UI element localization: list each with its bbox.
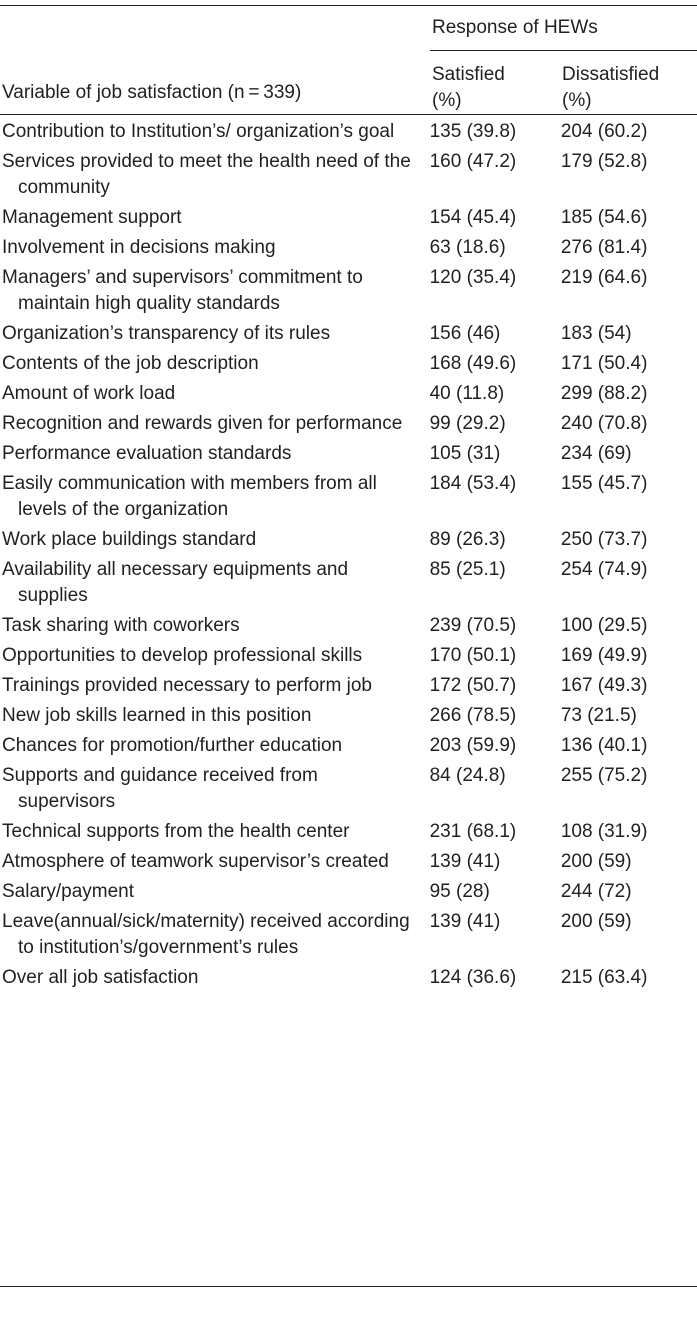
table-row (0, 441, 697, 471)
cell-variable: Task sharing with coworkers (2, 615, 240, 636)
cell-satisfied: 156 (46) (429, 323, 501, 344)
group-header-rule (430, 50, 697, 51)
group-header-response-of-hews: Response of HEWs (432, 17, 598, 38)
cell-satisfied: 170 (50.1) (429, 645, 517, 666)
table-row (0, 965, 697, 995)
cell-satisfied: 85 (25.1) (429, 559, 506, 580)
cell-satisfied: 231 (68.1) (429, 821, 517, 842)
table-body (0, 119, 697, 995)
table-row (0, 909, 697, 965)
cell-dissatisfied: 240 (70.8) (560, 413, 648, 434)
cell-dissatisfied: 250 (73.7) (560, 529, 648, 550)
cell-dissatisfied: 155 (45.7) (560, 473, 648, 494)
column-header-dissatisfied: Dissatisfied (%) (562, 64, 660, 111)
cell-satisfied: 105 (31) (429, 443, 501, 464)
cell-dissatisfied: 276 (81.4) (560, 237, 648, 258)
cell-satisfied: 154 (45.4) (429, 207, 517, 228)
table-row (0, 351, 697, 381)
cell-dissatisfied: 215 (63.4) (560, 967, 648, 988)
cell-variable: Salary/payment (2, 881, 135, 902)
cell-dissatisfied: 219 (64.6) (560, 267, 648, 288)
table-bottom-rule (0, 1286, 697, 1287)
table-row (0, 205, 697, 235)
table-row (0, 733, 697, 763)
cell-variable: Availability all necessary equipments and supplies (2, 559, 349, 606)
cell-dissatisfied: 200 (59) (560, 851, 632, 872)
cell-dissatisfied: 244 (72) (560, 881, 632, 902)
column-header-satisfied: Satisfied (%) (432, 64, 505, 111)
cell-variable: New job skills learned in this position (2, 705, 312, 726)
cell-satisfied: 84 (24.8) (429, 765, 506, 786)
cell-dissatisfied: 255 (75.2) (560, 765, 648, 786)
cell-variable: Technical supports from the health center (2, 821, 350, 842)
cell-variable: Leave(annual/sick/maternity) received according to institution’s/government’s rules (2, 911, 410, 958)
cell-satisfied: 99 (29.2) (429, 413, 506, 434)
cell-dissatisfied: 108 (31.9) (560, 821, 648, 842)
cell-satisfied: 139 (41) (429, 851, 501, 872)
cell-variable: Opportunities to develop professional skills (2, 645, 363, 666)
table-row (0, 613, 697, 643)
cell-satisfied: 160 (47.2) (429, 151, 517, 172)
table-row (0, 265, 697, 321)
cell-dissatisfied: 179 (52.8) (560, 151, 648, 172)
cell-satisfied: 89 (26.3) (429, 529, 506, 550)
table-row (0, 527, 697, 557)
cell-variable: Contribution to Institution’s/ organization’s goal (2, 121, 395, 142)
table-row (0, 879, 697, 909)
header-bottom-rule (0, 114, 697, 115)
cell-satisfied: 124 (36.6) (429, 967, 517, 988)
table-row (0, 149, 697, 205)
cell-satisfied: 120 (35.4) (429, 267, 517, 288)
cell-satisfied: 239 (70.5) (429, 615, 517, 636)
cell-satisfied: 95 (28) (429, 881, 490, 902)
table-header (0, 0, 697, 116)
table-row (0, 381, 697, 411)
cell-satisfied: 184 (53.4) (429, 473, 517, 494)
table-row (0, 235, 697, 265)
cell-dissatisfied: 171 (50.4) (560, 353, 648, 374)
table-row (0, 849, 697, 879)
cell-variable: Work place buildings standard (2, 529, 257, 550)
table-row (0, 673, 697, 703)
cell-satisfied: 40 (11.8) (429, 383, 505, 404)
table-row (0, 763, 697, 819)
cell-satisfied: 203 (59.9) (429, 735, 517, 756)
cell-dissatisfied: 167 (49.3) (560, 675, 648, 696)
table-row (0, 321, 697, 351)
cell-variable: Supports and guidance received from supervisors (2, 765, 318, 812)
cell-variable: Amount of work load (2, 383, 176, 404)
cell-variable: Trainings provided necessary to perform job (2, 675, 372, 696)
table-row (0, 703, 697, 733)
column-header-variable: Variable of job satisfaction (n = 339) (2, 82, 302, 103)
cell-variable: Atmosphere of teamwork supervisor’s created (2, 851, 389, 872)
table-row (0, 411, 697, 441)
table-row (0, 643, 697, 673)
cell-variable: Recognition and rewards given for performance (2, 413, 403, 434)
cell-variable: Organization’s transparency of its rules (2, 323, 331, 344)
cell-variable: Management support (2, 207, 182, 228)
cell-variable: Chances for promotion/further education (2, 735, 343, 756)
cell-dissatisfied: 185 (54.6) (560, 207, 648, 228)
cell-satisfied: 139 (41) (429, 911, 501, 932)
cell-satisfied: 168 (49.6) (429, 353, 517, 374)
cell-dissatisfied: 73 (21.5) (560, 705, 637, 726)
cell-dissatisfied: 254 (74.9) (560, 559, 648, 580)
cell-dissatisfied: 200 (59) (560, 911, 632, 932)
cell-dissatisfied: 183 (54) (560, 323, 632, 344)
cell-satisfied: 266 (78.5) (429, 705, 517, 726)
cell-dissatisfied: 100 (29.5) (560, 615, 648, 636)
cell-variable: Over all job satisfaction (2, 967, 199, 988)
cell-variable: Services provided to meet the health need of the community (2, 151, 411, 198)
cell-dissatisfied: 234 (69) (560, 443, 632, 464)
cell-satisfied: 135 (39.8) (429, 121, 517, 142)
table-row (0, 119, 697, 149)
cell-satisfied: 172 (50.7) (429, 675, 517, 696)
cell-variable: Contents of the job description (2, 353, 259, 374)
table-row (0, 819, 697, 849)
cell-dissatisfied: 204 (60.2) (560, 121, 648, 142)
table-row (0, 471, 697, 527)
cell-dissatisfied: 299 (88.2) (560, 383, 648, 404)
cell-satisfied: 63 (18.6) (429, 237, 506, 258)
cell-variable: Managers’ and supervisors’ commitment to maintain high quality standards (2, 267, 363, 314)
cell-variable: Easily communication with members from all levels of the organization (2, 473, 377, 520)
cell-variable: Performance evaluation standards (2, 443, 292, 464)
table-row (0, 557, 697, 613)
cell-dissatisfied: 136 (40.1) (560, 735, 648, 756)
cell-dissatisfied: 169 (49.9) (560, 645, 648, 666)
cell-variable: Involvement in decisions making (2, 237, 276, 258)
